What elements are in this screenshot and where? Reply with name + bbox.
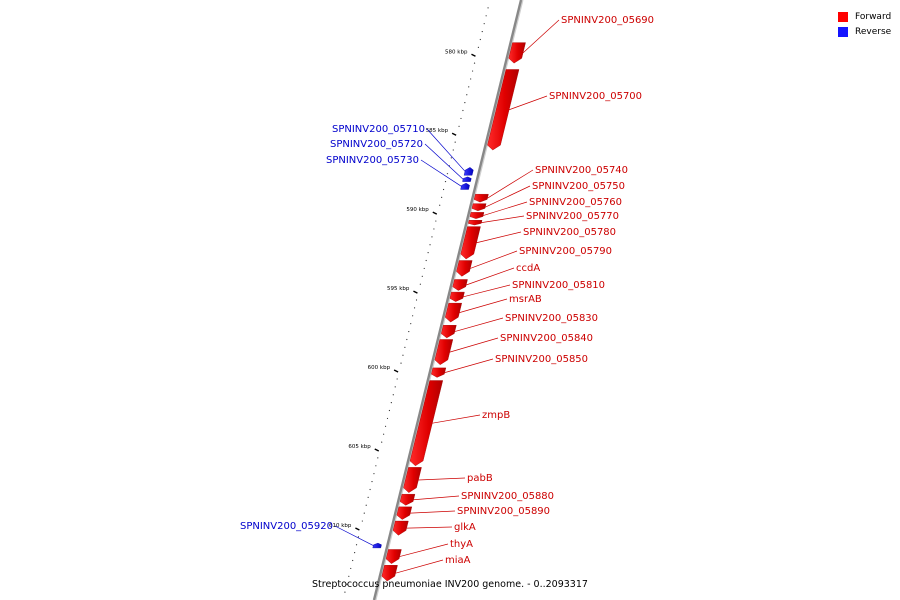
- gene-label[interactable]: SPNINV200_05840: [500, 333, 594, 344]
- minor-tick: [422, 276, 423, 277]
- forward-swatch-icon: [838, 12, 848, 22]
- gene-label[interactable]: SPNINV200_05920: [239, 521, 333, 532]
- minor-tick: [391, 402, 392, 403]
- gene-label[interactable]: thyA: [450, 539, 474, 550]
- minor-tick: [460, 118, 461, 119]
- leader-line: [421, 160, 461, 186]
- gene-block[interactable]: [463, 177, 472, 182]
- minor-tick: [362, 520, 363, 521]
- minor-tick: [474, 63, 475, 64]
- minor-tick: [385, 426, 386, 427]
- major-tick: [452, 133, 456, 135]
- minor-tick: [424, 268, 425, 269]
- gene-block[interactable]: [468, 220, 482, 225]
- minor-tick: [369, 489, 370, 490]
- minor-tick: [354, 552, 355, 553]
- leader-line: [425, 144, 463, 179]
- minor-tick: [393, 394, 394, 395]
- minor-tick: [455, 142, 456, 143]
- major-tick: [433, 212, 437, 214]
- gene-block[interactable]: [464, 167, 473, 175]
- genome-caption: Streptococcus pneumoniae INV200 genome. - 0..2093317: [312, 579, 588, 590]
- minor-tick: [470, 78, 471, 79]
- gene-block[interactable]: [461, 183, 470, 189]
- leader-line: [487, 170, 533, 198]
- leader-line: [455, 318, 503, 332]
- minor-tick: [453, 149, 454, 150]
- minor-tick: [441, 197, 442, 198]
- leader-line: [481, 216, 524, 223]
- minor-tick: [439, 205, 440, 206]
- minor-tick: [462, 110, 463, 111]
- minor-tick: [373, 473, 374, 474]
- leader-line: [485, 186, 530, 207]
- minor-tick: [472, 70, 473, 71]
- gene-label[interactable]: SPNINV200_05750: [532, 181, 626, 192]
- gene-label[interactable]: ccdA: [516, 263, 541, 274]
- leader-line: [400, 544, 448, 557]
- gene-label[interactable]: SPNINV200_05880: [461, 491, 555, 502]
- minor-tick: [404, 347, 405, 348]
- gene-label[interactable]: SPNINV200_05760: [529, 197, 623, 208]
- minor-tick: [414, 307, 415, 308]
- minor-tick: [358, 536, 359, 537]
- gene-label[interactable]: zmpB: [482, 410, 511, 421]
- minor-tick: [389, 410, 390, 411]
- minor-tick: [400, 363, 401, 364]
- gene-label[interactable]: glkA: [454, 522, 476, 533]
- leader-line: [463, 285, 510, 297]
- gene-label[interactable]: pabB: [467, 473, 493, 484]
- minor-tick: [397, 378, 398, 379]
- axis-ticks: [329, 7, 489, 592]
- minor-tick: [478, 47, 479, 48]
- gene-block[interactable]: [441, 325, 456, 338]
- minor-tick: [445, 181, 446, 182]
- legend-forward-label: Forward: [855, 11, 892, 22]
- leader-line: [509, 96, 547, 110]
- gene-block[interactable]: [472, 204, 486, 211]
- minor-tick: [447, 173, 448, 174]
- leader-line: [477, 232, 521, 243]
- gene-label[interactable]: SPNINV200_05690: [561, 15, 655, 26]
- minor-tick: [371, 481, 372, 482]
- minor-tick: [451, 157, 452, 158]
- gene-label[interactable]: SPNINV200_05730: [325, 155, 419, 166]
- gene-label[interactable]: SPNINV200_05890: [457, 506, 551, 517]
- tick-label: 610 kbp: [328, 522, 352, 529]
- tick-label: 585 kbp: [425, 128, 449, 135]
- minor-tick: [410, 323, 411, 324]
- minor-tick: [426, 260, 427, 261]
- legend-forward[interactable]: [838, 9, 891, 24]
- gene-label[interactable]: SPNINV200_05850: [495, 354, 589, 365]
- minor-tick: [428, 252, 429, 253]
- gene-block[interactable]: [450, 292, 465, 301]
- major-tick: [375, 449, 379, 451]
- leader-line: [335, 526, 373, 546]
- minor-tick: [412, 315, 413, 316]
- minor-tick: [375, 465, 376, 466]
- minor-tick: [487, 7, 488, 8]
- leader-line: [396, 560, 443, 573]
- leader-line: [445, 359, 493, 373]
- leader-line: [427, 129, 465, 171]
- leader-line: [414, 496, 459, 500]
- gene-block[interactable]: [431, 368, 446, 377]
- minor-tick: [482, 31, 483, 32]
- leader-line: [523, 20, 559, 53]
- minor-tick: [395, 386, 396, 387]
- gene-labels: [240, 15, 654, 573]
- minor-tick: [366, 505, 367, 506]
- minor-tick: [464, 102, 465, 103]
- gene-block[interactable]: [393, 521, 408, 535]
- gene-block[interactable]: [470, 212, 484, 218]
- leader-line: [418, 478, 465, 480]
- gene-label[interactable]: SPNINV200_05770: [526, 211, 620, 222]
- minor-tick: [377, 457, 378, 458]
- minor-tick: [356, 544, 357, 545]
- minor-tick: [383, 434, 384, 435]
- major-tick: [355, 528, 359, 530]
- leader-line: [407, 527, 452, 528]
- minor-tick: [344, 592, 345, 593]
- gene-block[interactable]: [386, 549, 401, 563]
- minor-tick: [486, 15, 487, 16]
- minor-tick: [416, 299, 417, 300]
- leader-line: [459, 299, 507, 313]
- gene-label[interactable]: SPNINV200_05830: [505, 313, 599, 324]
- gene-block[interactable]: [373, 543, 382, 548]
- gene-label[interactable]: SPNINV200_05720: [329, 139, 423, 150]
- tick-label: 600 kbp: [367, 365, 391, 372]
- tick-label: 605 kbp: [348, 444, 371, 450]
- minor-tick: [468, 86, 469, 87]
- legend-reverse-label: Reverse: [855, 26, 892, 37]
- minor-tick: [406, 339, 407, 340]
- gene-label[interactable]: SPNINV200_05710: [331, 124, 425, 135]
- gene-block[interactable]: [487, 69, 519, 150]
- major-tick: [471, 54, 475, 56]
- minor-tick: [348, 576, 349, 577]
- gene-label[interactable]: SPNINV200_05790: [519, 246, 613, 257]
- minor-tick: [458, 126, 459, 127]
- minor-tick: [480, 39, 481, 40]
- minor-tick: [402, 355, 403, 356]
- gene-block[interactable]: [456, 261, 472, 277]
- leader-line: [483, 202, 527, 216]
- minor-tick: [408, 331, 409, 332]
- minor-tick: [387, 418, 388, 419]
- leader-line: [410, 511, 455, 513]
- gene-block[interactable]: [453, 279, 468, 290]
- minor-tick: [350, 568, 351, 569]
- minor-tick: [431, 236, 432, 237]
- gene-label[interactable]: SPNINV200_05700: [549, 91, 643, 102]
- minor-tick: [368, 497, 369, 498]
- gene-block[interactable]: [474, 194, 488, 202]
- gene-label[interactable]: SPNINV200_05810: [512, 280, 606, 291]
- minor-tick: [352, 560, 353, 561]
- leader-line: [466, 268, 514, 285]
- tick-label: 590 kbp: [406, 207, 429, 214]
- gene-label[interactable]: SPNINV200_05740: [535, 165, 629, 176]
- leader-line: [432, 415, 480, 423]
- major-tick: [413, 291, 417, 293]
- minor-tick: [435, 220, 436, 221]
- minor-tick: [443, 189, 444, 190]
- minor-tick: [429, 244, 430, 245]
- legend-reverse[interactable]: [838, 24, 891, 39]
- tick-label: 580 kbp: [445, 49, 468, 56]
- minor-tick: [364, 513, 365, 514]
- minor-tick: [466, 94, 467, 95]
- minor-tick: [433, 228, 434, 229]
- minor-tick: [381, 442, 382, 443]
- gene-block[interactable]: [397, 507, 412, 520]
- gene-label[interactable]: SPNINV200_05780: [523, 227, 617, 238]
- tick-label: 595 kbp: [387, 286, 410, 293]
- gene-block[interactable]: [400, 494, 415, 505]
- gene-label[interactable]: msrAB: [509, 294, 542, 305]
- minor-tick: [484, 23, 485, 24]
- leader-line: [470, 251, 517, 268]
- reverse-swatch-icon: [838, 27, 848, 37]
- gene-label[interactable]: miaA: [445, 555, 471, 566]
- major-tick: [394, 370, 398, 372]
- leader-line: [450, 338, 498, 352]
- strand-legend: [838, 9, 891, 39]
- minor-tick: [420, 284, 421, 285]
